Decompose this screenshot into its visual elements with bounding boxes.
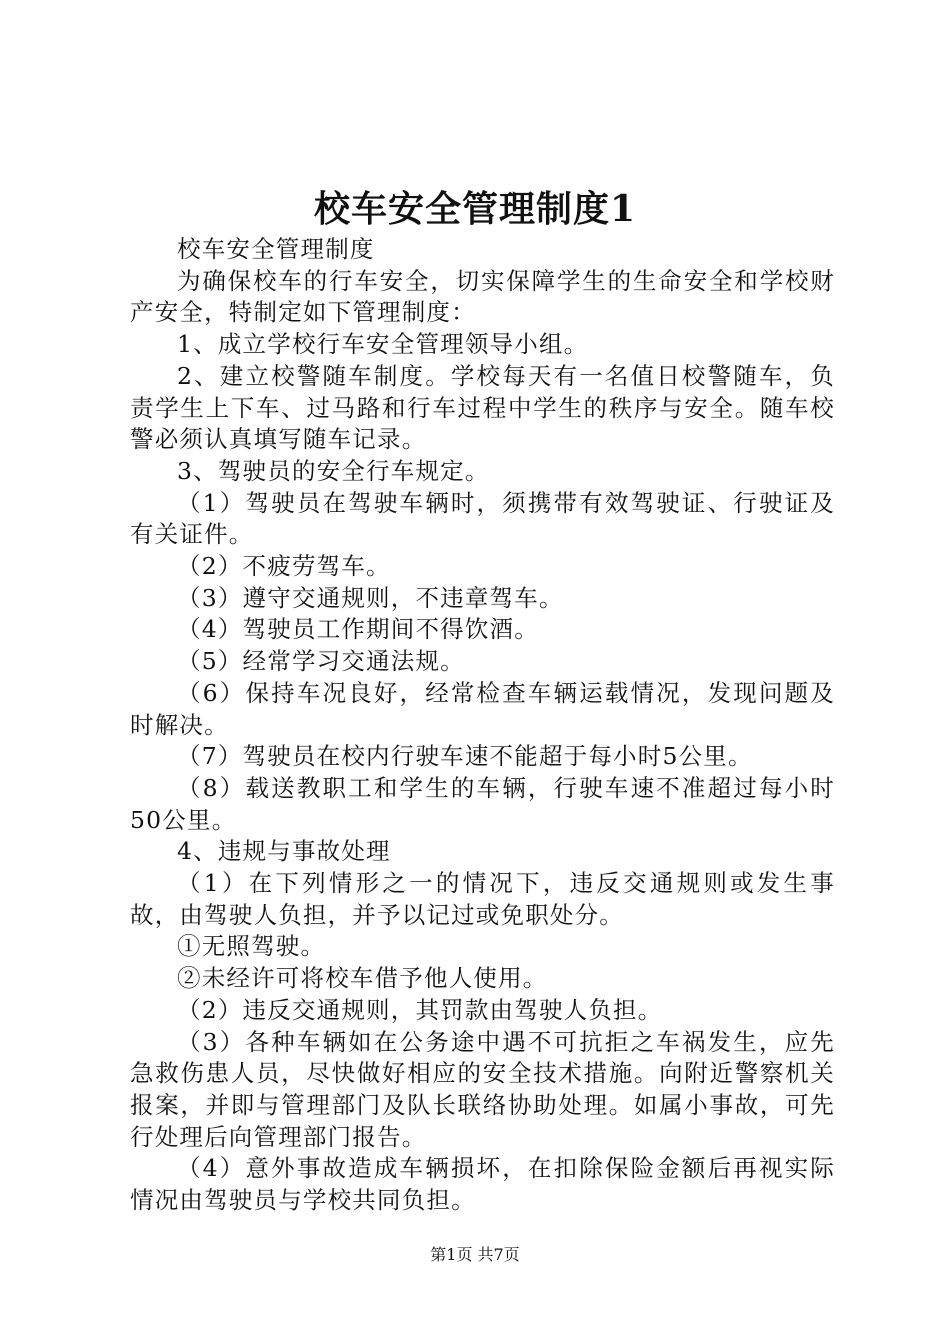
paragraph: （7）驾驶员在校内行驶车速不能超于每小时5公里。	[177, 742, 753, 771]
paragraph: （8）载送教职工和学生的车辆，行驶车速不准超过每小时50公里。	[130, 773, 835, 834]
paragraph: （3）遵守交通规则，不违章驾车。	[177, 583, 564, 612]
paragraph: （2）不疲劳驾车。	[177, 552, 391, 581]
paragraph: （4）驾驶员工作期间不得饮酒。	[177, 615, 539, 644]
paragraph: （2）违反交通规则，其罚款由驾驶人负担。	[177, 995, 663, 1024]
paragraph: 校车安全管理制度	[177, 235, 375, 263]
paragraph: 4、违规与事故处理	[177, 837, 391, 866]
paragraph: ②未经许可将校车借予他人使用。	[177, 964, 548, 993]
paragraph: 为确保校车的行车安全，切实保障学生的生命安全和学校财产安全，特制定如下管理制度：	[130, 266, 835, 327]
paragraph: 2、建立校警随车制度。学校每天有一名值日校警随车，负责学生上下车、过马路和行车过程中学生的秩序与安全。随车校警必须认真填写随车记录。	[130, 361, 835, 454]
page-number-footer: 第1页 共7页	[430, 1245, 520, 1264]
paragraph: 3、驾驶员的安全行车规定。	[177, 456, 490, 485]
page-title: 校车安全管理制度1	[313, 188, 637, 230]
paragraph: 1、成立学校行车安全管理领导小组。	[177, 330, 589, 359]
paragraph: （6）保持车况良好，经常检查车辆运载情况，发现问题及时解决。	[130, 678, 835, 739]
paragraph: （1）在下列情形之一的情况下，违反交通规则或发生事故，由驾驶人负担，并予以记过或免职处分。	[130, 869, 835, 929]
paragraph: （3）各种车辆如在公务途中遇不可抗拒之车祸发生，应先急救伤患人员，尽快做好相应的安全技术措施。向附近警察机关报案，并即与管理部门及队长联络协助处理。如属小事故，可先行处理后向管理部门报告。	[130, 1027, 835, 1151]
paragraph: （4）意外事故造成车辆损坏，在扣除保险金额后再视实际情况由驾驶员与学校共同负担。	[130, 1154, 835, 1215]
paragraph: ①无照驾驶。	[177, 932, 326, 961]
paragraph: （1）驾驶员在驾驶车辆时，须携带有效驾驶证、行驶证及有关证件。	[130, 488, 835, 549]
document-body	[130, 234, 835, 1217]
paragraph: （5）经常学习交通法规。	[177, 647, 465, 676]
